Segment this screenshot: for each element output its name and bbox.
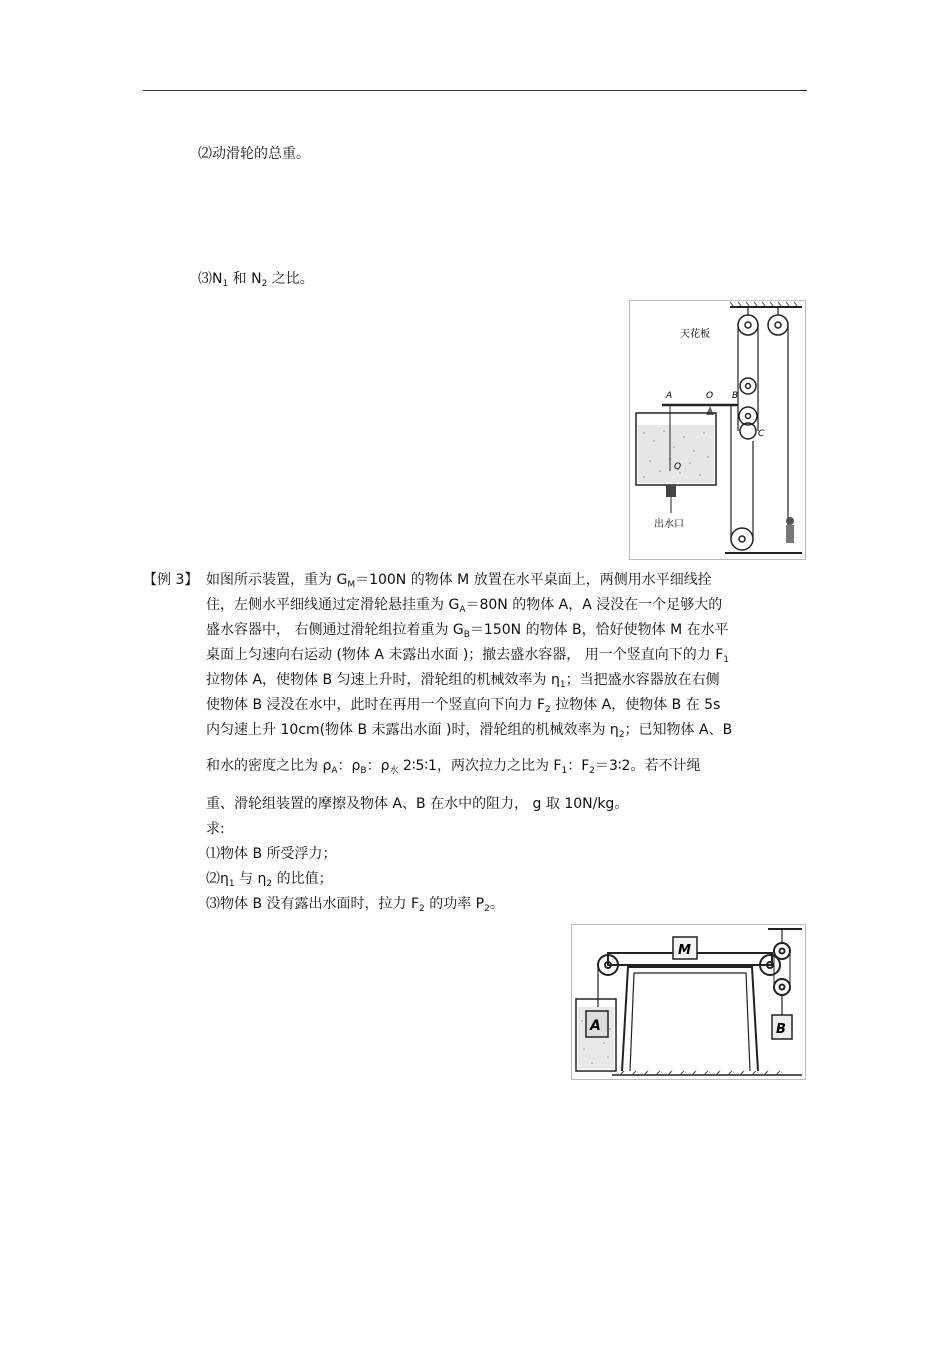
example-3-line-2: 住，左侧水平细线通过定滑轮悬挂重为 $G_A=80N$ 的物体 A，A 浸没在一个足够大的	[206, 597, 723, 615]
question-2: ⑵动滑轮的总重。	[198, 146, 310, 162]
label-a: A	[590, 1018, 601, 1034]
example-3-line-4: 桌面上匀速向右运动 (物体 A 未露出水面 )；撤去盛水容器， 用一个竖直向下的力 $F_1$	[206, 647, 729, 665]
figure-2-table-pulleys	[571, 924, 806, 1080]
label-outlet: 出水口	[654, 519, 684, 530]
label-q: Q	[674, 462, 682, 472]
example-3-line-3: 盛水容器中， 右侧通过滑轮组拉着重为 $G_B=150N$ 的物体 B，恰好使物体 M 在水平	[206, 622, 729, 640]
example-3-line-8: 和水的密度之比为 $\rho_A$：$\rho_B$：$\rho_水$ 2∶5∶1，两次拉力之比为 $F_1$：$F_2=3∶2$。若不计绳	[206, 758, 701, 776]
example-3-line-13: ⑶物体 B 没有露出水面时，拉力 $F_2$ 的功率 $P_2$。	[206, 896, 504, 914]
label-a: A	[666, 391, 673, 401]
header-rule	[143, 90, 807, 91]
figure-1-pulley-tank	[629, 300, 806, 560]
question-3: $⑶N_1$ 和 $N_2$ 之比。	[198, 271, 314, 289]
label-m: M	[678, 943, 691, 958]
example-3-line-7: 内匀速上升 10cm(物体 B 未露出水面 )时，滑轮组的机械效率为 $\eta_2$；已知物体 A、B	[206, 722, 733, 740]
example-3-line-5: 拉物体 A，使物体 B 匀速上升时，滑轮组的机械效率为 $\eta_1$；当把盛水容器放在右侧	[206, 672, 720, 690]
label-ceiling: 天花板	[680, 329, 710, 340]
example-3-line-12: $⑵\eta_1$ 与 $\eta_2$ 的比值；	[206, 871, 333, 889]
example-3-line-9: 重、滑轮组装置的摩擦及物体 A、B 在水中的阻力， g 取 10N/kg。	[206, 796, 629, 812]
label-c: C	[758, 429, 765, 439]
example-3-tag: 【例 3】	[143, 572, 199, 588]
example-3-line-10: 求:	[206, 821, 225, 837]
label-b: B	[732, 391, 739, 401]
label-b: B	[776, 1022, 786, 1037]
label-o: O	[706, 391, 714, 401]
example-3-line-6: 使物体 B 浸没在水中，此时在再用一个竖直向下向力 $F_2$ 拉物体 A，使物体 B 在 5s	[206, 697, 721, 715]
example-3-line-1: 如图所示装置，重为 $G_M=100N$ 的物体 M 放置在水平桌面上，两侧用水平细线拴	[206, 572, 712, 590]
example-3-line-11: ⑴物体 B 所受浮力；	[206, 846, 337, 862]
